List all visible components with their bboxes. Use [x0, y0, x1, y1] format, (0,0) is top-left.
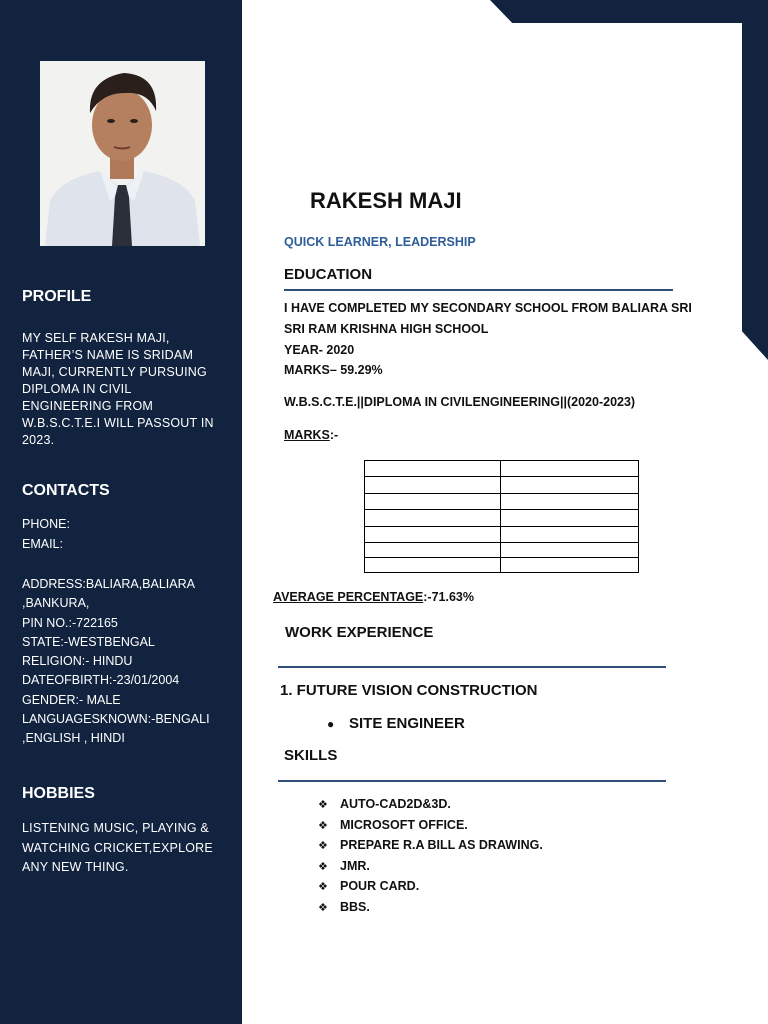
profile-text: MY SELF RAKESH MAJI, FATHER’S NAME IS SRIDAM MAJI, CURRENTLY PURSUING DIPLOMA IN CIVIL ENGINEERING FROM W.B.S.C.T.E.I WILL PASSOUT IN 2023. — [22, 331, 214, 447]
person-portrait-icon — [40, 61, 205, 246]
contact-email: EMAIL: — [22, 537, 63, 551]
average-percentage — [273, 590, 474, 604]
marks-label-suffix: :- — [329, 428, 339, 442]
table-cell — [365, 494, 501, 510]
profile-photo — [40, 61, 205, 246]
skills-list — [318, 794, 543, 918]
table-cell — [501, 543, 639, 558]
table-cell — [365, 543, 501, 558]
education-line-2: SRI RAM KRISHNA HIGH SCHOOL — [284, 322, 489, 336]
table-row — [365, 494, 639, 510]
bullet-icon: ● — [327, 717, 335, 731]
marks-table-body — [365, 461, 639, 573]
profile-heading: PROFILE — [22, 288, 92, 305]
work-role: SITE ENGINEER — [349, 715, 465, 732]
table-cell — [365, 461, 501, 477]
contact-languages-1: LANGUAGESKNOWN:-BENGALI — [22, 712, 210, 726]
contact-gender: GENDER:- MALE — [22, 693, 121, 707]
candidate-name: RAKESH MAJI — [310, 188, 462, 213]
work-role-item — [327, 715, 465, 732]
list-item — [318, 876, 543, 897]
skill-text: MICROSOFT OFFICE. — [340, 817, 468, 832]
marks-label-text: MARKS — [284, 428, 330, 442]
contact-phone: PHONE: — [22, 517, 70, 531]
diamond-bullet-icon: ❖ — [318, 840, 328, 853]
table-row — [365, 477, 639, 494]
contacts-heading: CONTACTS — [22, 482, 110, 499]
skill-text: POUR CARD. — [340, 879, 420, 894]
list-item — [318, 897, 543, 918]
skill-text: AUTO-CAD2D&3D. — [340, 797, 451, 811]
corner-decoration-top — [490, 0, 768, 23]
table-cell — [501, 510, 639, 527]
education-year: YEAR- 2020 — [284, 343, 355, 357]
average-percentage-value: :-71.63% — [423, 590, 474, 604]
diamond-bullet-icon: ❖ — [318, 881, 328, 894]
table-cell — [501, 494, 639, 510]
list-item — [318, 835, 543, 856]
table-row — [365, 510, 639, 527]
table-cell — [501, 558, 639, 573]
education-diploma: W.B.S.C.T.E.||DIPLOMA IN CIVILENGINEERING||(2020-2023) — [284, 395, 636, 409]
work-divider — [278, 666, 666, 668]
table-cell — [501, 527, 639, 543]
table-cell — [365, 527, 501, 543]
contact-address-2: ,BANKURA, — [22, 596, 90, 610]
list-item — [318, 856, 543, 877]
table-row — [365, 558, 639, 573]
table-row — [365, 527, 639, 543]
skill-text: JMR. — [340, 858, 370, 873]
table-cell — [501, 461, 639, 477]
table-cell — [365, 510, 501, 527]
sidebar — [0, 0, 242, 1024]
marks-label — [284, 428, 338, 442]
contact-dob: DATEOFBIRTH:-23/01/2004 — [22, 673, 180, 687]
hobbies-text: LISTENING MUSIC, PLAYING & WATCHING CRICKET,EXPLORE ANY NEW THING. — [22, 821, 213, 874]
marks-table — [364, 460, 639, 573]
average-percentage-label: AVERAGE PERCENTAGE — [273, 590, 424, 604]
tagline: QUICK LEARNER, LEADERSHIP — [284, 235, 476, 249]
skill-text: BBS. — [340, 899, 370, 914]
work-company: 1. FUTURE VISION CONSTRUCTION — [280, 682, 538, 699]
list-item — [318, 794, 543, 815]
table-row — [365, 543, 639, 558]
table-cell — [365, 477, 501, 494]
contact-pin: PIN NO.:-722165 — [22, 616, 118, 630]
diamond-bullet-icon: ❖ — [318, 799, 328, 811]
skills-heading: SKILLS — [284, 747, 338, 764]
diamond-bullet-icon: ❖ — [318, 860, 328, 873]
contact-religion: RELIGION:- HINDU — [22, 654, 133, 668]
diamond-bullet-icon: ❖ — [318, 819, 328, 832]
contact-state: STATE:-WESTBENGAL — [22, 635, 155, 649]
education-divider — [284, 289, 673, 291]
skill-text: PREPARE R.A BILL AS DRAWING. — [340, 838, 543, 853]
hobbies-heading: HOBBIES — [22, 785, 95, 802]
contact-address-1: ADDRESS:BALIARA,BALIARA — [22, 577, 195, 591]
education-marks: MARKS– 59.29% — [284, 363, 383, 377]
contact-languages-2: ,ENGLISH , HINDI — [22, 731, 125, 745]
corner-decoration-right — [742, 0, 768, 360]
diamond-bullet-icon: ❖ — [318, 901, 328, 914]
table-cell — [501, 477, 639, 494]
work-heading: WORK EXPERIENCE — [285, 624, 434, 641]
education-line-1: I HAVE COMPLETED MY SECONDARY SCHOOL FROM BALIARA SRI — [284, 301, 692, 315]
education-heading: EDUCATION — [284, 266, 373, 283]
table-cell — [365, 558, 501, 573]
table-row — [365, 461, 639, 477]
skills-divider — [278, 780, 666, 782]
list-item — [318, 815, 543, 836]
